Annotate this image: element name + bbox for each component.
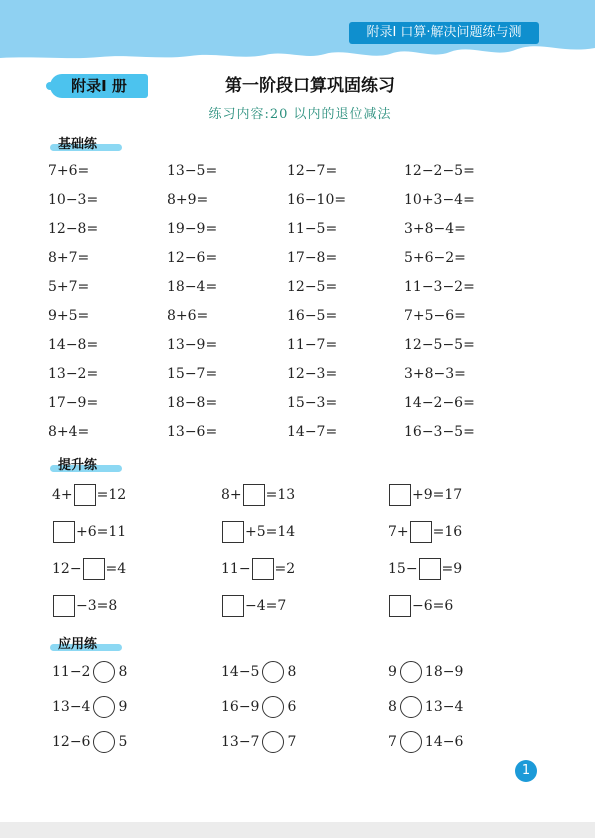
fill-box-exercise [388, 558, 462, 580]
exercise-text: 9 [388, 664, 397, 680]
exercise-text: =4 [105, 561, 127, 577]
exercise-text: 13−7 [221, 734, 260, 750]
exercise-item: 12−8= [48, 221, 99, 237]
compare-exercise [52, 661, 127, 683]
exercise-text: 9 [118, 699, 128, 715]
exercise-item: 18−8= [167, 395, 218, 411]
fill-box-exercise [388, 521, 462, 543]
exercise-item: 14−7= [287, 424, 338, 440]
exercise-text: 8 [118, 664, 128, 680]
exercise-text: +6=11 [76, 524, 127, 540]
exercise-text: 16−9 [221, 699, 260, 715]
exercise-item: 16−5= [287, 308, 338, 324]
exercise-item: 17−9= [48, 395, 99, 411]
exercise-text: −4=7 [245, 598, 287, 614]
exercise-text: =13 [265, 487, 296, 503]
compare-exercise [52, 696, 127, 718]
exercise-text: 8+ [221, 487, 242, 503]
fill-box-exercise [221, 484, 295, 506]
section-basic [52, 133, 103, 151]
exercise-text: 18−9 [424, 664, 464, 680]
compare-exercise [388, 696, 463, 718]
exercise-item: 11−5= [287, 221, 338, 237]
answer-box[interactable] [74, 484, 96, 506]
exercise-text: 5 [118, 734, 128, 750]
fill-box-exercise [52, 521, 126, 543]
compare-exercise [388, 731, 463, 753]
compare-circle[interactable] [262, 731, 284, 753]
compare-circle[interactable] [93, 696, 115, 718]
answer-box[interactable] [389, 484, 411, 506]
exercise-item: 11−7= [287, 337, 338, 353]
exercise-item: 17−8= [287, 250, 338, 266]
exercise-item: 3+8−3= [404, 366, 466, 382]
exercise-text: 13−4 [52, 699, 91, 715]
answer-box[interactable] [243, 484, 265, 506]
fill-box-exercise [221, 521, 295, 543]
answer-box[interactable] [389, 595, 411, 617]
exercise-text: 14−6 [424, 734, 464, 750]
page-subtitle: 练习内容:20 以内的退位减法 [208, 107, 392, 122]
answer-box[interactable] [222, 595, 244, 617]
exercise-item: 5+6−2= [404, 250, 466, 266]
exercise-item: 8+9= [167, 192, 209, 208]
exercise-text: 7 [388, 734, 397, 750]
fill-box-exercise [221, 595, 286, 617]
exercise-item: 12−6= [167, 250, 218, 266]
exercise-item: 10−3= [48, 192, 99, 208]
exercise-item: 14−2−6= [404, 395, 475, 411]
exercise-item: 13−2= [48, 366, 99, 382]
exercise-text: 11−2 [52, 664, 91, 680]
exercise-item: 13−6= [167, 424, 218, 440]
exercise-item: 12−5= [287, 279, 338, 295]
exercise-text: 15− [388, 561, 418, 577]
section-applied [52, 633, 103, 651]
exercise-text: −6=6 [412, 598, 454, 614]
section-advanced-label: 提升练 [58, 458, 98, 473]
exercise-text: 11− [221, 561, 251, 577]
exercise-text: =16 [432, 524, 463, 540]
compare-exercise [221, 731, 296, 753]
exercise-item: 12−7= [287, 163, 338, 179]
compare-circle[interactable] [400, 661, 422, 683]
compare-circle[interactable] [262, 661, 284, 683]
exercise-item: 7+6= [48, 163, 90, 179]
exercise-item: 19−9= [167, 221, 218, 237]
exercise-text: 8 [287, 664, 297, 680]
answer-box[interactable] [53, 521, 75, 543]
exercise-text: 7+ [388, 524, 409, 540]
answer-box[interactable] [83, 558, 105, 580]
page-bottom-strip [0, 822, 595, 838]
compare-exercise [388, 661, 463, 683]
section-advanced [52, 454, 103, 472]
answer-box[interactable] [252, 558, 274, 580]
exercise-item: 16−10= [287, 192, 347, 208]
exercise-text: 13−4 [424, 699, 464, 715]
exercise-text: =2 [274, 561, 296, 577]
exercise-text: 6 [287, 699, 297, 715]
fill-box-exercise [388, 484, 462, 506]
exercise-item: 8+6= [167, 308, 209, 324]
appendix-tag-label: 附录Ⅰ 册 [71, 77, 127, 95]
exercise-text: +5=14 [245, 524, 296, 540]
exercise-item: 8+4= [48, 424, 90, 440]
exercise-text: =12 [96, 487, 127, 503]
compare-circle[interactable] [93, 661, 115, 683]
exercise-item: 5+7= [48, 279, 90, 295]
exercise-item: 8+7= [48, 250, 90, 266]
answer-box[interactable] [419, 558, 441, 580]
exercise-item: 16−3−5= [404, 424, 475, 440]
exercise-item: 14−8= [48, 337, 99, 353]
appendix-tag [50, 74, 148, 98]
exercise-text: 14−5 [221, 664, 260, 680]
header-banner: 附录Ⅰ 口算·解决问题练与测 [349, 22, 539, 44]
exercise-item: 7+5−6= [404, 308, 466, 324]
exercise-item: 12−2−5= [404, 163, 475, 179]
page-number: 1 [515, 760, 537, 782]
exercise-text: 12− [52, 561, 82, 577]
fill-box-exercise [388, 595, 453, 617]
exercise-text: 7 [287, 734, 297, 750]
exercise-item: 18−4= [167, 279, 218, 295]
exercise-item: 3+8−4= [404, 221, 466, 237]
exercise-item: 12−5−5= [404, 337, 475, 353]
exercise-item: 11−3−2= [404, 279, 475, 295]
answer-box[interactable] [53, 595, 75, 617]
page-title: 第一阶段口算巩固练习 [225, 76, 395, 96]
answer-box[interactable] [222, 521, 244, 543]
tag-dot [46, 82, 54, 90]
exercise-item: 15−3= [287, 395, 338, 411]
fill-box-exercise [52, 558, 126, 580]
fill-box-exercise [221, 558, 295, 580]
exercise-text: −3=8 [76, 598, 118, 614]
fill-box-exercise [52, 484, 126, 506]
exercise-item: 13−5= [167, 163, 218, 179]
compare-exercise [221, 696, 296, 718]
compare-circle[interactable] [400, 731, 422, 753]
exercise-text: 4+ [52, 487, 73, 503]
exercise-item: 12−3= [287, 366, 338, 382]
compare-circle[interactable] [400, 696, 422, 718]
fill-box-exercise [52, 595, 117, 617]
exercise-text: 8 [388, 699, 397, 715]
exercise-item: 15−7= [167, 366, 218, 382]
exercise-text: =9 [441, 561, 463, 577]
compare-exercise [52, 731, 127, 753]
section-applied-label: 应用练 [58, 637, 98, 652]
exercise-text: +9=17 [412, 487, 463, 503]
exercise-text: 12−6 [52, 734, 91, 750]
compare-exercise [221, 661, 296, 683]
exercise-item: 10+3−4= [404, 192, 475, 208]
exercise-item: 9+5= [48, 308, 90, 324]
exercise-item: 13−9= [167, 337, 218, 353]
answer-box[interactable] [410, 521, 432, 543]
compare-circle[interactable] [262, 696, 284, 718]
compare-circle[interactable] [93, 731, 115, 753]
section-basic-label: 基础练 [58, 137, 98, 152]
